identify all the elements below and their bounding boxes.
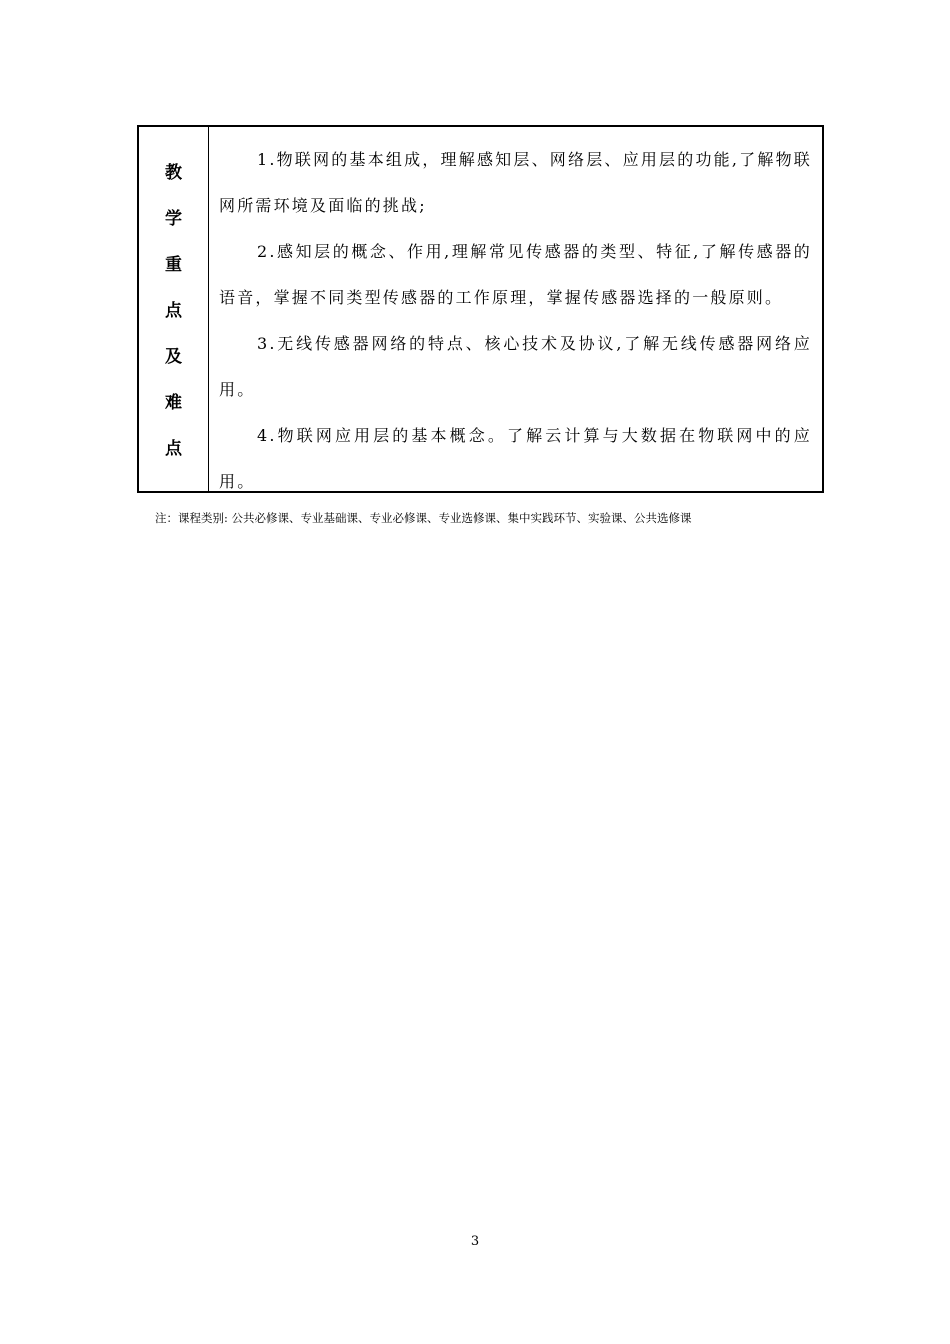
focus-paragraph-1: 1.物联网的基本组成，理解感知层、网络层、应用层的功能,了解物联网所需环境及面临的挑战; [219,150,812,215]
focus-paragraph-2: 2.感知层的概念、作用,理解常见传感器的类型、特征,了解传感器的语音，掌握不同类型传感器的工作原理，掌握传感器选择的一般原则。 [219,242,812,307]
focus-paragraph-4: 4.物联网应用层的基本概念。了解云计算与大数据在物联网中的应用。 [219,426,812,491]
course-category-note: 注：课程类别: 公共必修课、专业基础课、专业必修课、专业选修课、集中实践环节、实验课、公共选修课 [155,511,692,525]
row-label-char: 教 [165,163,182,183]
teaching-focus-table [137,125,824,493]
row-label-char: 点 [165,301,182,321]
row-label-cell [139,127,209,491]
row-label-char: 学 [165,209,182,229]
row-label-char: 点 [165,439,182,459]
row-label-char: 重 [165,255,182,275]
focus-paragraph-3: 3.无线传感器网络的特点、核心技术及协议,了解无线传感器网络应用。 [219,334,812,399]
focus-content-cell [209,127,822,491]
row-label-char: 及 [165,347,182,367]
page-number: 3 [470,1234,480,1249]
row-label-char: 难 [165,393,182,413]
